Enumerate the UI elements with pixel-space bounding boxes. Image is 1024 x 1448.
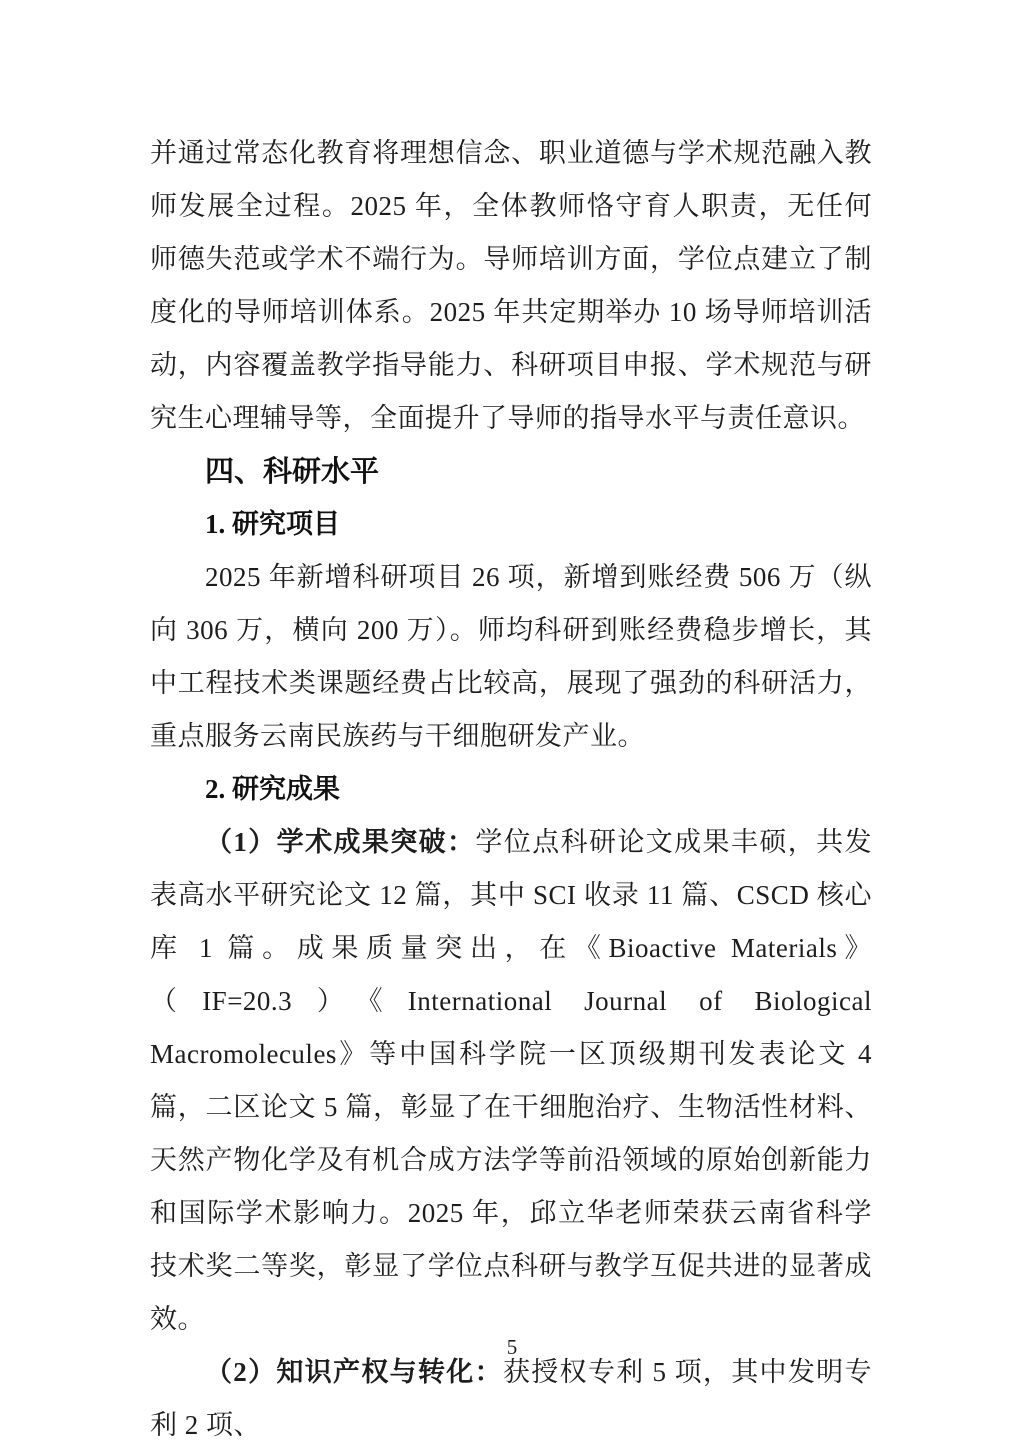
paragraph-teacher-ethics-continuation: 并通过常态化教育将理想信念、职业道德与学术规范融入教师发展全过程。2025 年，全体教师恪守育人职责，无任何师德失范或学术不端行为。导师培训方面，学位点建立了制度化的导师培训体系。2025 年共定期举办 10 场导师培训活动，内容覆盖教学指导能力、科研项目申报、学术规范与研究生心理辅导等，全面提升了导师的指导水平与责任意识。 xyxy=(150,138,872,433)
paragraph-intellectual-property xyxy=(150,1346,872,1448)
paragraph-lead-academic-achievements: （1）学术成果突破： xyxy=(205,827,476,857)
paragraph-body-academic-achievements: 学位点科研论文成果丰硕，共发表高水平研究论文 12 篇，其中 SCI 收录 11 篇、CSCD 核心库 1 篇。成果质量突出，在《Bioactive Materials》（IF=20.3）《International Journal of Biological Macromolecules》等中国科学院一区顶级期刊发表论文 4 篇，二区论文 5 篇，彰显了在干细胞治疗、生物活性材料、天然产物化学及有机合成方法学等前沿领域的原始创新能力和国际学术影响力。2025 年，邱立华老师荣获云南省科学技术奖二等奖，彰显了学位点科研与教学互促共进的显著成效。 xyxy=(150,827,873,1334)
paragraph-academic-achievements xyxy=(150,816,872,1346)
paragraph-research-projects: 2025 年新增科研项目 26 项，新增到账经费 506 万（纵向 306 万，横向 200 万）。师均科研到账经费稳步增长，其中工程技术类课题经费占比较高，展现了强劲的科研活力，重点服务云南民族药与干细胞研发产业。 xyxy=(150,562,872,751)
page-number: 5 xyxy=(506,1335,518,1359)
section-heading-research-level: 四、科研水平 xyxy=(205,454,380,488)
page-content xyxy=(150,127,872,1448)
subsection-heading-research-projects: 1. 研究项目 xyxy=(205,509,340,539)
paragraph-body-intellectual-property: 获授权专利 5 项，其中发明专利 2 项、 xyxy=(150,1357,872,1440)
paragraph-lead-intellectual-property: （2）知识产权与转化： xyxy=(205,1357,503,1387)
subsection-heading-research-results: 2. 研究成果 xyxy=(205,774,340,804)
